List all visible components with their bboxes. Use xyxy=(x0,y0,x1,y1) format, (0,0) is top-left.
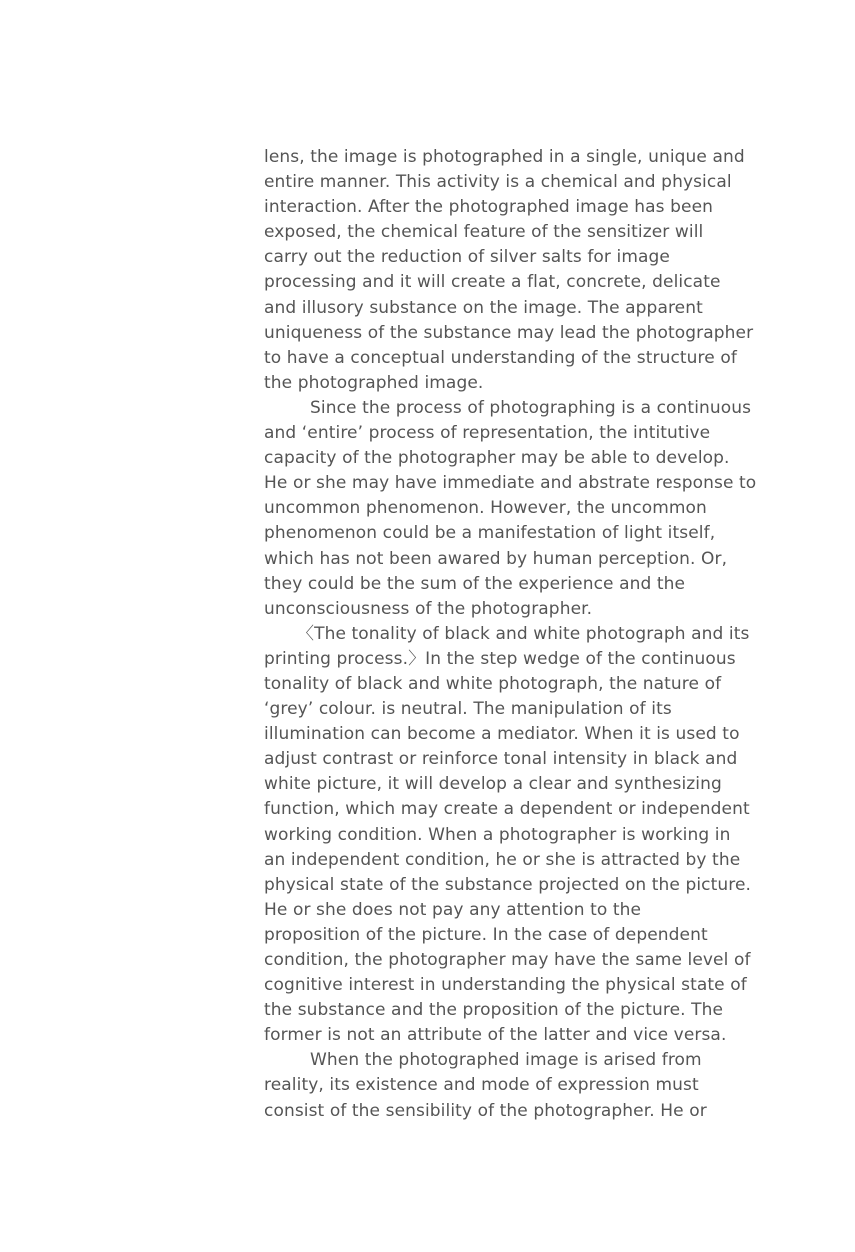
text-line: to have a conceptual understanding of the structure of xyxy=(264,347,737,368)
text-line: former is not an attribute of the latter and vice versa. xyxy=(264,1025,727,1046)
text-line: carry out the reduction of silver salts for image xyxy=(264,247,670,268)
paragraph xyxy=(264,396,784,622)
text-line: proposition of the picture. In the case of dependent xyxy=(264,924,708,945)
text-line: white picture, it will develop a clear and synthesizing xyxy=(264,774,722,795)
text-line: He or she may have immediate and abstrate response to xyxy=(264,473,757,494)
text-line: function, which may create a dependent or independent xyxy=(264,799,750,820)
text-line: processing and it will create a flat, concrete, delicate xyxy=(264,272,721,293)
text-line: Since the process of photographing is a continuous xyxy=(310,397,752,418)
text-line: physical state of the substance projected on the picture. xyxy=(264,874,752,895)
text-line: entire manner. This activity is a chemical and physical xyxy=(264,172,732,193)
paragraph xyxy=(264,1048,784,1123)
paragraph xyxy=(264,622,784,1049)
text-line: they could be the sum of the experience and the xyxy=(264,573,686,594)
text-line: 〈The tonality of black and white photograph and its xyxy=(297,623,750,644)
text-line: cognitive interest in understanding the physical state of xyxy=(264,975,747,996)
text-line: the photographed image. xyxy=(264,372,484,393)
text-line: adjust contrast or reinforce tonal intensity in black and xyxy=(264,749,738,770)
body-text xyxy=(264,145,784,1124)
text-line: exposed, the chemical feature of the sensitizer will xyxy=(264,222,704,243)
text-line: interaction. After the photographed image has been xyxy=(264,197,714,218)
text-line: an independent condition, he or she is attracted by the xyxy=(264,849,741,870)
paragraph xyxy=(264,145,784,396)
text-line: He or she does not pay any attention to the xyxy=(264,899,642,920)
text-line: When the photographed image is arised from xyxy=(310,1050,702,1071)
text-line: lens, the image is photographed in a single, unique and xyxy=(264,147,745,167)
text-line: condition, the photographer may have the same level of xyxy=(264,950,751,970)
text-line: the substance and the proposition of the picture. The xyxy=(264,1000,724,1021)
text-line: and illusory substance on the image. The apparent xyxy=(264,297,703,318)
text-line: ‘grey’ colour. is neutral. The manipulation of its xyxy=(264,699,672,720)
text-line: reality, its existence and mode of expression must xyxy=(264,1075,699,1096)
text-line: unconsciousness of the photographer. xyxy=(264,598,593,619)
text-line: capacity of the photographer may be able to develop. xyxy=(264,448,730,469)
text-line: uniqueness of the substance may lead the photographer xyxy=(264,322,754,343)
text-line: and ‘entire’ process of representation, the intitutive xyxy=(264,423,711,444)
text-line: consist of the sensibility of the photographer. He or xyxy=(264,1100,707,1121)
text-line: tonality of black and white photograph, the nature of xyxy=(264,673,722,694)
text-line: printing process.〉In the step wedge of the continuous xyxy=(264,648,736,669)
text-line: illumination can become a mediator. When it is used to xyxy=(264,724,740,745)
text-line: phenomenon could be a manifestation of light itself, xyxy=(264,523,716,544)
text-line: working condition. When a photographer is working in xyxy=(264,824,731,845)
text-line: uncommon phenomenon. However, the uncommon xyxy=(264,498,707,519)
text-line: which has not been awared by human perception. Or, xyxy=(264,548,728,569)
